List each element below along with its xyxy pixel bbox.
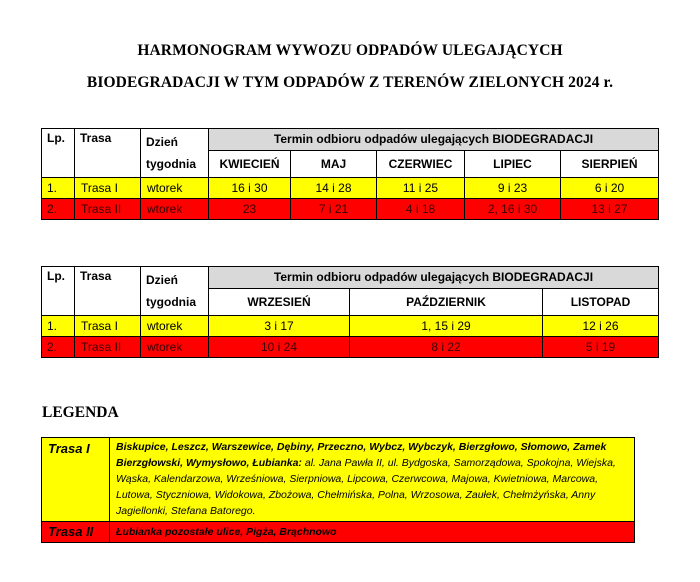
month-header: MAJ — [291, 150, 377, 177]
row-day: wtorek — [141, 199, 209, 220]
col-header-day — [141, 129, 209, 178]
document-title-line2: BIODEGRADACJI W TYM ODPADÓW Z TERENÓW ZIELONYCH 2024 r. — [86, 74, 614, 91]
month-header: CZERWIEC — [377, 150, 465, 177]
col-header-day-line1: Dzień — [146, 273, 179, 287]
month-header: SIERPIEŃ — [561, 150, 659, 177]
month-header: PAŹDZIERNIK — [350, 288, 543, 315]
row-day: wtorek — [141, 337, 209, 358]
month-header: WRZESIEŃ — [209, 288, 350, 315]
legend-route-name: Trasa II — [42, 522, 110, 543]
row-lp: 2. — [42, 337, 75, 358]
schedule-table-sep-nov — [41, 266, 659, 358]
document-title-line1: HARMONOGRAM WYWOZU ODPADÓW ULEGAJĄCYCH — [137, 42, 563, 59]
pickup-date: 23 — [209, 199, 291, 220]
legend-route-streets — [110, 522, 635, 543]
row-lp: 1. — [42, 178, 75, 199]
col-header-day-line2: tygodnia — [146, 157, 196, 171]
pickup-date: 7 i 21 — [291, 199, 377, 220]
row-lp: 1. — [42, 316, 75, 337]
col-header-lp: Lp. — [42, 267, 75, 316]
legend-localities: Biskupice, Leszcz, Warszewice, Dębiny, Przeczno, Wybcz, Wybczyk, Bierzgłowo, Słomowo, Zamek Bierzgłowski, Wymysłowo, Łubianka: — [116, 441, 607, 469]
row-day: wtorek — [141, 316, 209, 337]
table-row-trasa-1 — [42, 178, 659, 199]
col-header-day-line2: tygodnia — [146, 295, 196, 309]
table-header-title: Termin odbioru odpadów ulegających BIODEGRADACJI — [209, 267, 659, 289]
col-header-day — [141, 267, 209, 316]
pickup-date: 2, 16 i 30 — [465, 199, 561, 220]
legend-table — [41, 437, 635, 543]
legend-route-name: Trasa I — [42, 438, 110, 522]
row-lp: 2. — [42, 199, 75, 220]
pickup-date: 9 i 23 — [465, 178, 561, 199]
schedule-table-apr-aug — [41, 128, 659, 220]
col-header-lp: Lp. — [42, 129, 75, 178]
pickup-date: 10 i 24 — [209, 337, 350, 358]
pickup-date: 16 i 30 — [209, 178, 291, 199]
pickup-date: 4 i 18 — [377, 199, 465, 220]
col-header-trasa: Trasa — [75, 129, 141, 178]
pickup-date: 13 i 27 — [561, 199, 659, 220]
pickup-date: 6 i 20 — [561, 178, 659, 199]
col-header-trasa: Trasa — [75, 267, 141, 316]
legend-heading: LEGENDA — [42, 404, 119, 421]
table-row-trasa-2 — [42, 337, 659, 358]
pickup-date: 3 i 17 — [209, 316, 350, 337]
legend-route-streets — [110, 438, 635, 522]
legend-row-trasa-2 — [42, 522, 635, 543]
pickup-date: 8 i 22 — [350, 337, 543, 358]
month-header: LISTOPAD — [543, 288, 659, 315]
pickup-date: 12 i 26 — [543, 316, 659, 337]
month-header: LIPIEC — [465, 150, 561, 177]
table-row-trasa-2 — [42, 199, 659, 220]
pickup-date: 14 i 28 — [291, 178, 377, 199]
row-trasa: Trasa II — [75, 199, 141, 220]
pickup-date: 11 i 25 — [377, 178, 465, 199]
col-header-day-line1: Dzień — [146, 135, 179, 149]
legend-row-trasa-1 — [42, 438, 635, 522]
row-trasa: Trasa II — [75, 337, 141, 358]
legend-localities: Łubianka pozostałe ulice, Pigża, Brąchnowo — [116, 526, 337, 538]
table-row-trasa-1 — [42, 316, 659, 337]
pickup-date: 5 i 19 — [543, 337, 659, 358]
row-trasa: Trasa I — [75, 178, 141, 199]
month-header: KWIECIEŃ — [209, 150, 291, 177]
row-day: wtorek — [141, 178, 209, 199]
row-trasa: Trasa I — [75, 316, 141, 337]
legend-streets-list: al. Jana Pawła II, ul. Bydgoska, Samorządowa, Spokojna, Wiejska, Wąska, Kalendarzowa, Wrześniowa, Sierpniowa, Lipcowa, Czerwcowa, Majowa, Kwietniowa, Marcowa, Lutowa, Styczniowa, Widokowa, Zbożowa, Chełmińska, Polna, Wrzosowa, Zaułek, Chełmżyńska, Anny Jagiellonki, Stefana Batorego. — [116, 457, 616, 517]
table-header-title: Termin odbioru odpadów ulegających BIODEGRADACJI — [209, 129, 659, 151]
pickup-date: 1, 15 i 29 — [350, 316, 543, 337]
